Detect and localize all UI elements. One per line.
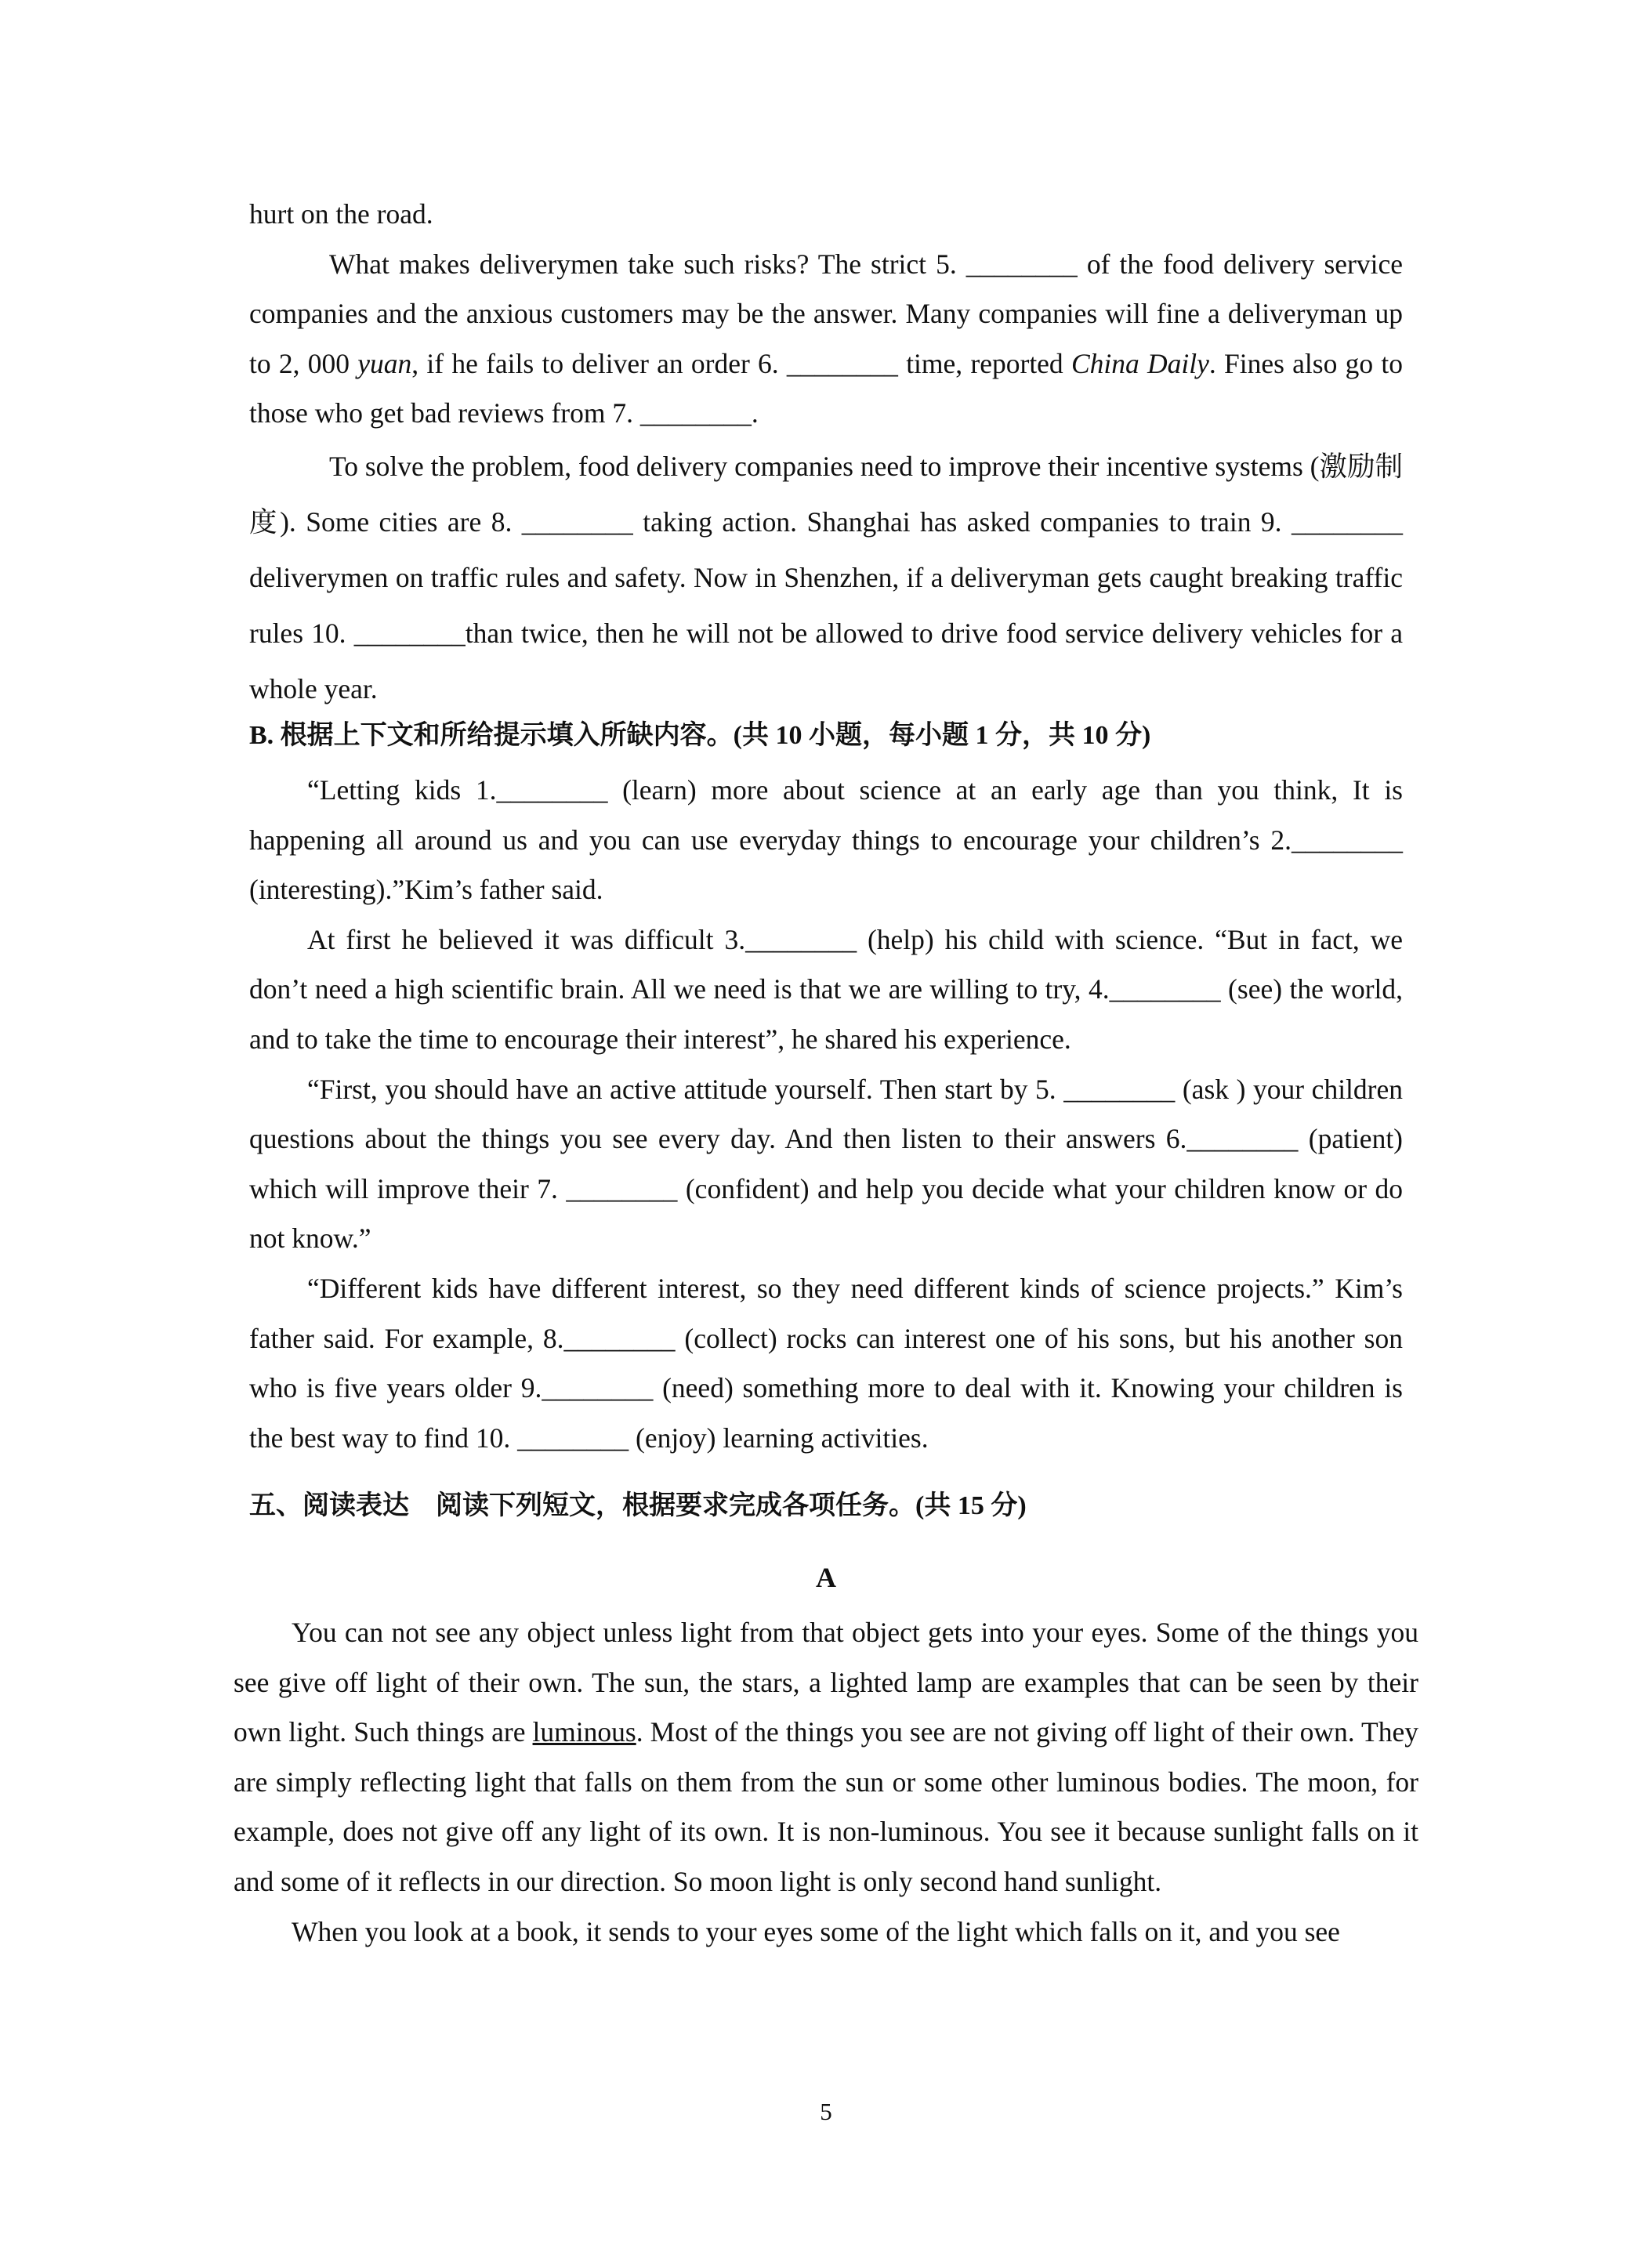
- reading-passage-a: [234, 1608, 1418, 1957]
- paragraph-text: You can not see any object unless light from that object gets into your eyes. Some of the things you see give off light of their own. The sun, the stars, a lighted lamp are examples that can be seen by their own light. Such things are: [234, 1617, 1418, 1748]
- passage-line-hurt: hurt on the road.: [249, 198, 433, 230]
- passage-a-paragraph-1: [234, 1608, 1418, 1907]
- section-5-heading: 五、阅读表达 阅读下列短文，根据要求完成各项任务。(共 15 分): [249, 1491, 1027, 1520]
- section-b-passage: [249, 766, 1403, 1463]
- paragraph-text: What makes deliverymen take such risks? The strict 5. ________ of the food delivery service companies and the anxious customers may be the answer. Many companies will fine a deliveryman up to 2, 000: [249, 248, 1403, 379]
- paragraph-text: . Fines also go to those who get bad reviews from 7. ________.: [249, 347, 1403, 429]
- section-b-paragraph-2: At first he believed it was difficult 3.________ (help) his child with science. “But in fact, we don’t need a high scientific brain. All we need is that we are willing to try, 4.________ (see) the world, and to take the time to encourage their interest”, he shared his experience.: [249, 923, 1403, 1055]
- paragraph-text: , if he fails to deliver an order 6. ________ time, reported: [411, 347, 1071, 379]
- passage-a-paragraph-2: When you look at a book, it sends to your eyes some of the light which falls on it, and you see: [292, 1915, 1340, 1947]
- passage-paragraph-risks: [249, 240, 1403, 439]
- section-b-paragraph-3: “First, you should have an active attitude yourself. Then start by 5. ________ (ask ) your children questions about the things you see every day. And then listen to their answers 6.________ (patient) which will improve their 7. ________ (confident) and help you decide what your children know or do not know.”: [249, 1073, 1403, 1255]
- underlined-word-luminous: luminous: [532, 1716, 636, 1748]
- section-b-paragraph-4: “Different kids have different interest, so they need different kinds of science projects.” Kim’s father said. For example, 8.________ (collect) rocks can interest one of his sons, but his another son who is five years older 9.________ (need) something more to deal with it. Knowing your children is the best way to find 10. ________ (enjoy) learning activities.: [249, 1272, 1403, 1454]
- italic-china-daily: China Daily: [1071, 347, 1209, 379]
- section-b-heading: B. 根据上下文和所给提示填入所缺内容。(共 10 小题，每小题 1 分，共 10 分): [249, 721, 1151, 750]
- passage-letter-a: A: [816, 1562, 836, 1593]
- section-b-paragraph-1: “Letting kids 1.________ (learn) more about science at an early age than you think, It is happening all around us and you can use everyday things to encourage your children’s 2.________ (interesting).”Kim’s father said.: [249, 774, 1403, 906]
- passage-continuation: [249, 190, 1403, 717]
- italic-yuan: yuan: [357, 347, 412, 379]
- passage-paragraph-solve: To solve the problem, food delivery companies need to improve their incentive systems (激励制度). Some cities are 8. ________ taking action. Shanghai has asked companies to train 9. ________ deliverymen on traffic rules and safety. Now in Shenzhen, if a deliveryman gets caught breaking traffic rules 10. ________than twice, then he will not be allowed to drive food service delivery vehicles for a whole year.: [249, 450, 1403, 704]
- page-number: 5: [820, 2098, 832, 2125]
- paragraph-text: . Most of the things you see are not giving off light of their own. They are simply reflecting light that falls on them from the sun or some other luminous bodies. The moon, for example, does not give off any light of its own. It is non-luminous. You see it because sunlight falls on it and some of it reflects in our direction. So moon light is only second hand sunlight.: [234, 1716, 1419, 1897]
